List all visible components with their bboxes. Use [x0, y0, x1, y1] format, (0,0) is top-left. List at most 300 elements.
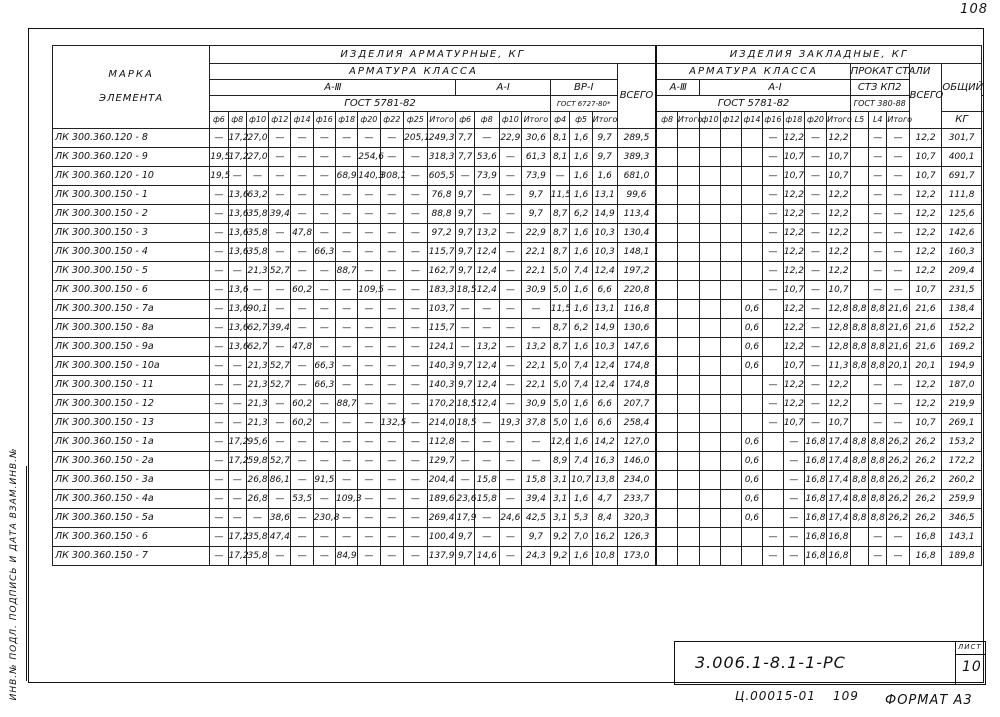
- rebar-value: —: [228, 490, 246, 509]
- rebar-value: 21,3: [246, 262, 268, 281]
- embedded-value: 16,8: [804, 433, 826, 452]
- embedded-value: —: [869, 262, 887, 281]
- embedded-value: 12,2: [783, 376, 804, 395]
- rebar-value: —: [228, 509, 246, 528]
- rebar-value: —: [380, 395, 404, 414]
- embedded-value: [700, 262, 721, 281]
- rebar-value: —: [474, 186, 499, 205]
- rebar-total: 320,3: [617, 509, 656, 528]
- embedded-value: —: [804, 129, 826, 148]
- rebar-value: 9,7: [456, 186, 474, 205]
- rebar-value: —: [210, 471, 228, 490]
- embedded-value: [721, 319, 742, 338]
- embedded-value: [656, 357, 677, 376]
- rebar-value: 66,3: [313, 376, 335, 395]
- embedded-value: 12,2: [783, 319, 804, 338]
- rebar-value: 5,3: [570, 509, 592, 528]
- element-mark: ЛК 300.300.150 - 1: [53, 186, 210, 205]
- rebar-value: 9,7: [521, 528, 550, 547]
- rebar-value: —: [404, 300, 428, 319]
- rebar-value: —: [380, 243, 404, 262]
- embedded-value: [700, 528, 721, 547]
- rebar-value: 8,7: [550, 224, 570, 243]
- embedded-value: —: [869, 167, 887, 186]
- rebar-value: 12,4: [474, 243, 499, 262]
- rebar-value: —: [404, 243, 428, 262]
- rebar-value: 15,8: [474, 490, 499, 509]
- rebar-col-16: ф5: [570, 112, 592, 129]
- rebar-value: —: [335, 148, 357, 167]
- overall-total: 691,7: [942, 167, 981, 186]
- embedded-value: —: [762, 167, 783, 186]
- embedded-value: [742, 186, 763, 205]
- embedded-value: —: [804, 205, 826, 224]
- rebar-col-9: ф25: [404, 112, 428, 129]
- embedded-value: [656, 243, 677, 262]
- rebar-value: 37,8: [521, 414, 550, 433]
- rebar-value: 13,6: [228, 224, 246, 243]
- rebar-value: 7,7: [456, 129, 474, 148]
- rebar-value: 13,6: [228, 281, 246, 300]
- rebar-value: —: [335, 300, 357, 319]
- rebar-value: —: [335, 205, 357, 224]
- rebar-value: —: [380, 129, 404, 148]
- rebar-value: 9,7: [456, 205, 474, 224]
- rebar-value: 17,2: [228, 452, 246, 471]
- embedded-value: —: [762, 243, 783, 262]
- rebar-value: —: [210, 395, 228, 414]
- embedded-value: [742, 528, 763, 547]
- embedded-value: 0,6: [742, 338, 763, 357]
- embedded-value: [850, 281, 868, 300]
- element-mark: ЛК 300.360.150 - 7: [53, 547, 210, 566]
- embedded-value: [677, 528, 699, 547]
- rebar-value: 115,7: [427, 319, 456, 338]
- rebar-value: —: [210, 528, 228, 547]
- rebar-value: 23,6: [456, 490, 474, 509]
- rebar-value: —: [358, 376, 380, 395]
- embedded-value: 12,2: [783, 129, 804, 148]
- rebar-value: —: [358, 414, 380, 433]
- embedded-value: [762, 357, 783, 376]
- embedded-value: [656, 262, 677, 281]
- embedded-value: —: [762, 224, 783, 243]
- element-mark: ЛК 300.360.150 - 4а: [53, 490, 210, 509]
- embedded-value: 26,2: [887, 452, 909, 471]
- rebar-value: 15,8: [474, 471, 499, 490]
- embedded-value: 10,7: [827, 167, 851, 186]
- rebar-value: 91,5: [313, 471, 335, 490]
- rebar-value: 52,7: [269, 357, 291, 376]
- rebar-value: 137,9: [427, 547, 456, 566]
- embedded-value: 10,7: [783, 167, 804, 186]
- rebar-value: —: [313, 205, 335, 224]
- embedded-total: 21,6: [909, 319, 942, 338]
- embedded-value: [762, 490, 783, 509]
- embedded-value: [656, 528, 677, 547]
- table-row: [53, 395, 982, 414]
- embedded-value: 21,6: [887, 300, 909, 319]
- embedded-class-header: АРМАТУРА КЛАССА: [656, 64, 850, 80]
- rebar-value: —: [269, 300, 291, 319]
- rebar-value: —: [358, 547, 380, 566]
- rebar-value: 1,6: [570, 433, 592, 452]
- embedded-total: 12,2: [909, 395, 942, 414]
- rebar-value: —: [380, 186, 404, 205]
- rebar-value: —: [291, 129, 313, 148]
- element-mark: ЛК 300.300.150 - 4: [53, 243, 210, 262]
- embedded-col-6: ф18: [783, 112, 804, 129]
- rebar-value: —: [210, 243, 228, 262]
- embedded-value: [677, 281, 699, 300]
- rebar-value: 9,7: [456, 547, 474, 566]
- embedded-value: —: [783, 490, 804, 509]
- rebar-value: 39,4: [269, 205, 291, 224]
- rebar-value: —: [499, 357, 521, 376]
- rebar-value: 1,6: [570, 490, 592, 509]
- embedded-col-4: ф14: [742, 112, 763, 129]
- rebar-value: —: [269, 243, 291, 262]
- rebar-value: 7,4: [570, 262, 592, 281]
- embedded-value: [700, 224, 721, 243]
- rebar-value: 62,7: [246, 319, 268, 338]
- rebar-value: 8,7: [550, 319, 570, 338]
- rebar-value: 6,6: [592, 395, 617, 414]
- element-mark: ЛК 300.300.150 - 11: [53, 376, 210, 395]
- rebar-value: —: [358, 186, 380, 205]
- rebar-value: 39,4: [521, 490, 550, 509]
- rebar-value: —: [358, 509, 380, 528]
- embedded-value: [677, 262, 699, 281]
- rebar-value: —: [291, 205, 313, 224]
- rebar-value: 30,9: [521, 395, 550, 414]
- rebar-value: —: [313, 547, 335, 566]
- embedded-value: [721, 414, 742, 433]
- overall-total: 194,9: [942, 357, 981, 376]
- rebar-value: —: [335, 528, 357, 547]
- embedded-value: [700, 300, 721, 319]
- rebar-value: —: [313, 281, 335, 300]
- table-row: [53, 376, 982, 395]
- rebar-value: 1,6: [570, 186, 592, 205]
- embedded-total: 20,1: [909, 357, 942, 376]
- embedded-value: [656, 205, 677, 224]
- rebar-value: 35,8: [246, 528, 268, 547]
- embedded-value: [700, 547, 721, 566]
- embedded-value: [677, 357, 699, 376]
- embedded-value: 12,2: [783, 395, 804, 414]
- embedded-value: 12,2: [827, 376, 851, 395]
- embedded-total: 16,8: [909, 547, 942, 566]
- rebar-total: 174,8: [617, 357, 656, 376]
- embedded-value: —: [887, 186, 909, 205]
- embedded-value: 26,2: [887, 471, 909, 490]
- element-mark: ЛК 300.360.120 - 8: [53, 129, 210, 148]
- rebar-value: —: [269, 224, 291, 243]
- rebar-value: 12,4: [592, 357, 617, 376]
- embedded-value: [656, 471, 677, 490]
- rebar-value: 21,3: [246, 395, 268, 414]
- rebar-value: 1,6: [570, 395, 592, 414]
- embedded-value: [677, 376, 699, 395]
- rebar-value: —: [291, 357, 313, 376]
- rebar-value: —: [210, 224, 228, 243]
- embedded-value: [700, 433, 721, 452]
- table-row: [53, 129, 982, 148]
- rebar-value: —: [335, 186, 357, 205]
- overall-total: 142,6: [942, 224, 981, 243]
- rebar-value: —: [380, 319, 404, 338]
- rebar-value: 9,7: [521, 186, 550, 205]
- rebar-value: —: [358, 433, 380, 452]
- rebar-value: —: [291, 300, 313, 319]
- rebar-value: —: [291, 471, 313, 490]
- rebar-value: 13,1: [592, 300, 617, 319]
- embedded-value: [742, 224, 763, 243]
- embedded-value: —: [887, 547, 909, 566]
- element-mark: ЛК 300.360.120 - 9: [53, 148, 210, 167]
- embedded-col-11: Итого: [887, 112, 909, 129]
- embedded-value: —: [762, 148, 783, 167]
- embedded-value: [742, 376, 763, 395]
- embedded-value: —: [869, 205, 887, 224]
- embedded-value: [742, 547, 763, 566]
- rebar-value: 9,2: [550, 528, 570, 547]
- rebar-value: 52,7: [269, 376, 291, 395]
- rebar-value: —: [246, 281, 268, 300]
- rebar-value: —: [291, 547, 313, 566]
- embedded-value: [656, 148, 677, 167]
- embedded-value: 16,8: [827, 528, 851, 547]
- embedded-value: [721, 433, 742, 452]
- embedded-value: 17,4: [827, 509, 851, 528]
- rebar-value: 214,0: [427, 414, 456, 433]
- rebar-value: 12,4: [474, 395, 499, 414]
- rebar-value: 12,4: [474, 281, 499, 300]
- embedded-value: 11,3: [827, 357, 851, 376]
- rebar-col-17: Итого: [592, 112, 617, 129]
- rebar-total: 174,8: [617, 376, 656, 395]
- rebar-value: —: [210, 129, 228, 148]
- rebar-value: —: [269, 281, 291, 300]
- rebar-value: 3,1: [550, 509, 570, 528]
- rebar-value: —: [404, 319, 428, 338]
- rebar-value: 60,2: [291, 414, 313, 433]
- table-row: [53, 186, 982, 205]
- rebar-value: 6,2: [570, 205, 592, 224]
- embedded-value: —: [869, 224, 887, 243]
- rebar-value: 35,8: [246, 224, 268, 243]
- overall-total: 209,4: [942, 262, 981, 281]
- overall-total: 143,1: [942, 528, 981, 547]
- rebar-value: —: [380, 490, 404, 509]
- rebar-value: 183,3: [427, 281, 456, 300]
- embedded-value: [721, 452, 742, 471]
- class-vp1-header: ВР-Ⅰ: [550, 80, 617, 96]
- rebar-value: 6,2: [570, 319, 592, 338]
- embedded-value: —: [869, 129, 887, 148]
- embedded-value: 12,8: [827, 319, 851, 338]
- embedded-value: [850, 243, 868, 262]
- rebar-value: 26,8: [246, 471, 268, 490]
- rebar-col-4: ф14: [291, 112, 313, 129]
- rebar-value: —: [404, 490, 428, 509]
- rebar-value: 12,4: [474, 357, 499, 376]
- rebar-value: —: [474, 205, 499, 224]
- embedded-value: —: [762, 528, 783, 547]
- rebar-value: 63,2: [246, 186, 268, 205]
- rebar-value: —: [499, 148, 521, 167]
- embedded-value: 21,6: [887, 338, 909, 357]
- embedded-value: —: [869, 414, 887, 433]
- embedded-value: [850, 395, 868, 414]
- rebar-value: —: [269, 414, 291, 433]
- embedded-value: [677, 186, 699, 205]
- rebar-value: 124,1: [427, 338, 456, 357]
- embedded-value: 12,2: [827, 395, 851, 414]
- rebar-total: 148,1: [617, 243, 656, 262]
- rebar-value: 84,9: [335, 547, 357, 566]
- embedded-value: 8,8: [850, 471, 868, 490]
- rebar-value: —: [358, 243, 380, 262]
- overall-total: 125,6: [942, 205, 981, 224]
- rebar-value: 61,3: [521, 148, 550, 167]
- rebar-value: 140,3: [427, 376, 456, 395]
- element-mark: ЛК 300.300.150 - 13: [53, 414, 210, 433]
- embedded-value: 0,6: [742, 319, 763, 338]
- embedded-value: [677, 471, 699, 490]
- embedded-a3-header: А-Ⅲ: [656, 80, 699, 96]
- rebar-total: 289,5: [617, 129, 656, 148]
- embedded-value: 8,8: [850, 357, 868, 376]
- rebar-value: —: [269, 129, 291, 148]
- embedded-value: 10,7: [783, 148, 804, 167]
- rebar-value: —: [474, 300, 499, 319]
- rebar-value: 170,2: [427, 395, 456, 414]
- embedded-total: 10,7: [909, 167, 942, 186]
- embedded-value: —: [762, 281, 783, 300]
- rebar-value: 17,9: [456, 509, 474, 528]
- element-mark: ЛК 300.300.150 - 7а: [53, 300, 210, 319]
- rebar-value: 18,5: [456, 395, 474, 414]
- table-row: [53, 243, 982, 262]
- embedded-value: —: [804, 167, 826, 186]
- embedded-value: 8,8: [850, 300, 868, 319]
- rebar-value: —: [358, 528, 380, 547]
- embedded-total: 12,2: [909, 376, 942, 395]
- rebar-value: 60,2: [291, 395, 313, 414]
- rebar-class-header: АРМАТУРА КЛАССА: [210, 64, 617, 80]
- rebar-value: —: [313, 186, 335, 205]
- embedded-value: —: [804, 262, 826, 281]
- rebar-value: —: [335, 243, 357, 262]
- rebar-value: 7,7: [456, 148, 474, 167]
- embedded-value: [677, 490, 699, 509]
- embedded-value: 8,8: [850, 452, 868, 471]
- rebar-value: —: [404, 414, 428, 433]
- rebar-value: 1,6: [570, 281, 592, 300]
- rebar-value: 19,5: [210, 148, 228, 167]
- element-mark: ЛК 300.300.150 - 3: [53, 224, 210, 243]
- rebar-value: —: [228, 395, 246, 414]
- rebar-value: 12,4: [474, 262, 499, 281]
- rebar-value: 1,6: [570, 414, 592, 433]
- embedded-col-9: L5: [850, 112, 868, 129]
- rebar-value: 308,1: [380, 167, 404, 186]
- embedded-value: [700, 357, 721, 376]
- overall-total: 301,7: [942, 129, 981, 148]
- header-row: [53, 46, 982, 64]
- rebar-value: 140,3: [358, 167, 380, 186]
- rebar-value: —: [499, 490, 521, 509]
- table-row: [53, 528, 982, 547]
- rebar-value: —: [246, 509, 268, 528]
- rebar-value: —: [456, 167, 474, 186]
- embedded-value: —: [762, 129, 783, 148]
- rebar-value: 88,7: [335, 395, 357, 414]
- rebar-value: 13,2: [474, 338, 499, 357]
- rebar-total: 207,7: [617, 395, 656, 414]
- embedded-value: —: [804, 148, 826, 167]
- rebar-value: —: [291, 148, 313, 167]
- table-row: [53, 547, 982, 566]
- rebar-col-15: ф4: [550, 112, 570, 129]
- rebar-value: —: [456, 471, 474, 490]
- rebar-value: 13,6: [228, 243, 246, 262]
- rebar-value: 1,6: [570, 300, 592, 319]
- rolled-steel-header: ПРОКАТ СТАЛИ: [850, 64, 909, 80]
- rebar-value: —: [313, 414, 335, 433]
- rebar-value: 9,7: [521, 205, 550, 224]
- rebar-value: —: [499, 319, 521, 338]
- rebar-value: 10,3: [592, 243, 617, 262]
- embedded-value: —: [887, 262, 909, 281]
- embedded-value: —: [783, 528, 804, 547]
- embedded-value: —: [783, 452, 804, 471]
- rebar-col-8: ф22: [380, 112, 404, 129]
- embedded-value: [656, 281, 677, 300]
- rebar-value: —: [269, 547, 291, 566]
- rebar-value: —: [380, 452, 404, 471]
- rebar-value: —: [474, 509, 499, 528]
- rebar-value: 53,6: [474, 148, 499, 167]
- rebar-value: —: [210, 357, 228, 376]
- overall-total: 259,9: [942, 490, 981, 509]
- rebar-value: —: [210, 319, 228, 338]
- rebar-value: —: [269, 395, 291, 414]
- table-row: [53, 205, 982, 224]
- rebar-value: 21,3: [246, 357, 268, 376]
- embedded-value: [850, 148, 868, 167]
- embedded-value: [656, 338, 677, 357]
- rebar-total: 197,2: [617, 262, 656, 281]
- rebar-value: —: [404, 224, 428, 243]
- rebar-col-1: ф8: [228, 112, 246, 129]
- rebar-value: 16,2: [592, 528, 617, 547]
- rebar-value: 3,1: [550, 490, 570, 509]
- element-label: ЭЛЕМЕНТА: [98, 93, 164, 104]
- rebar-total: 116,8: [617, 300, 656, 319]
- table-row: [53, 414, 982, 433]
- embedded-total: 16,8: [909, 528, 942, 547]
- rebar-value: —: [404, 528, 428, 547]
- rebar-value: —: [358, 357, 380, 376]
- rebar-value: 66,3: [313, 357, 335, 376]
- rebar-value: —: [313, 224, 335, 243]
- embedded-value: —: [804, 395, 826, 414]
- rebar-value: —: [499, 224, 521, 243]
- table-row: [53, 262, 982, 281]
